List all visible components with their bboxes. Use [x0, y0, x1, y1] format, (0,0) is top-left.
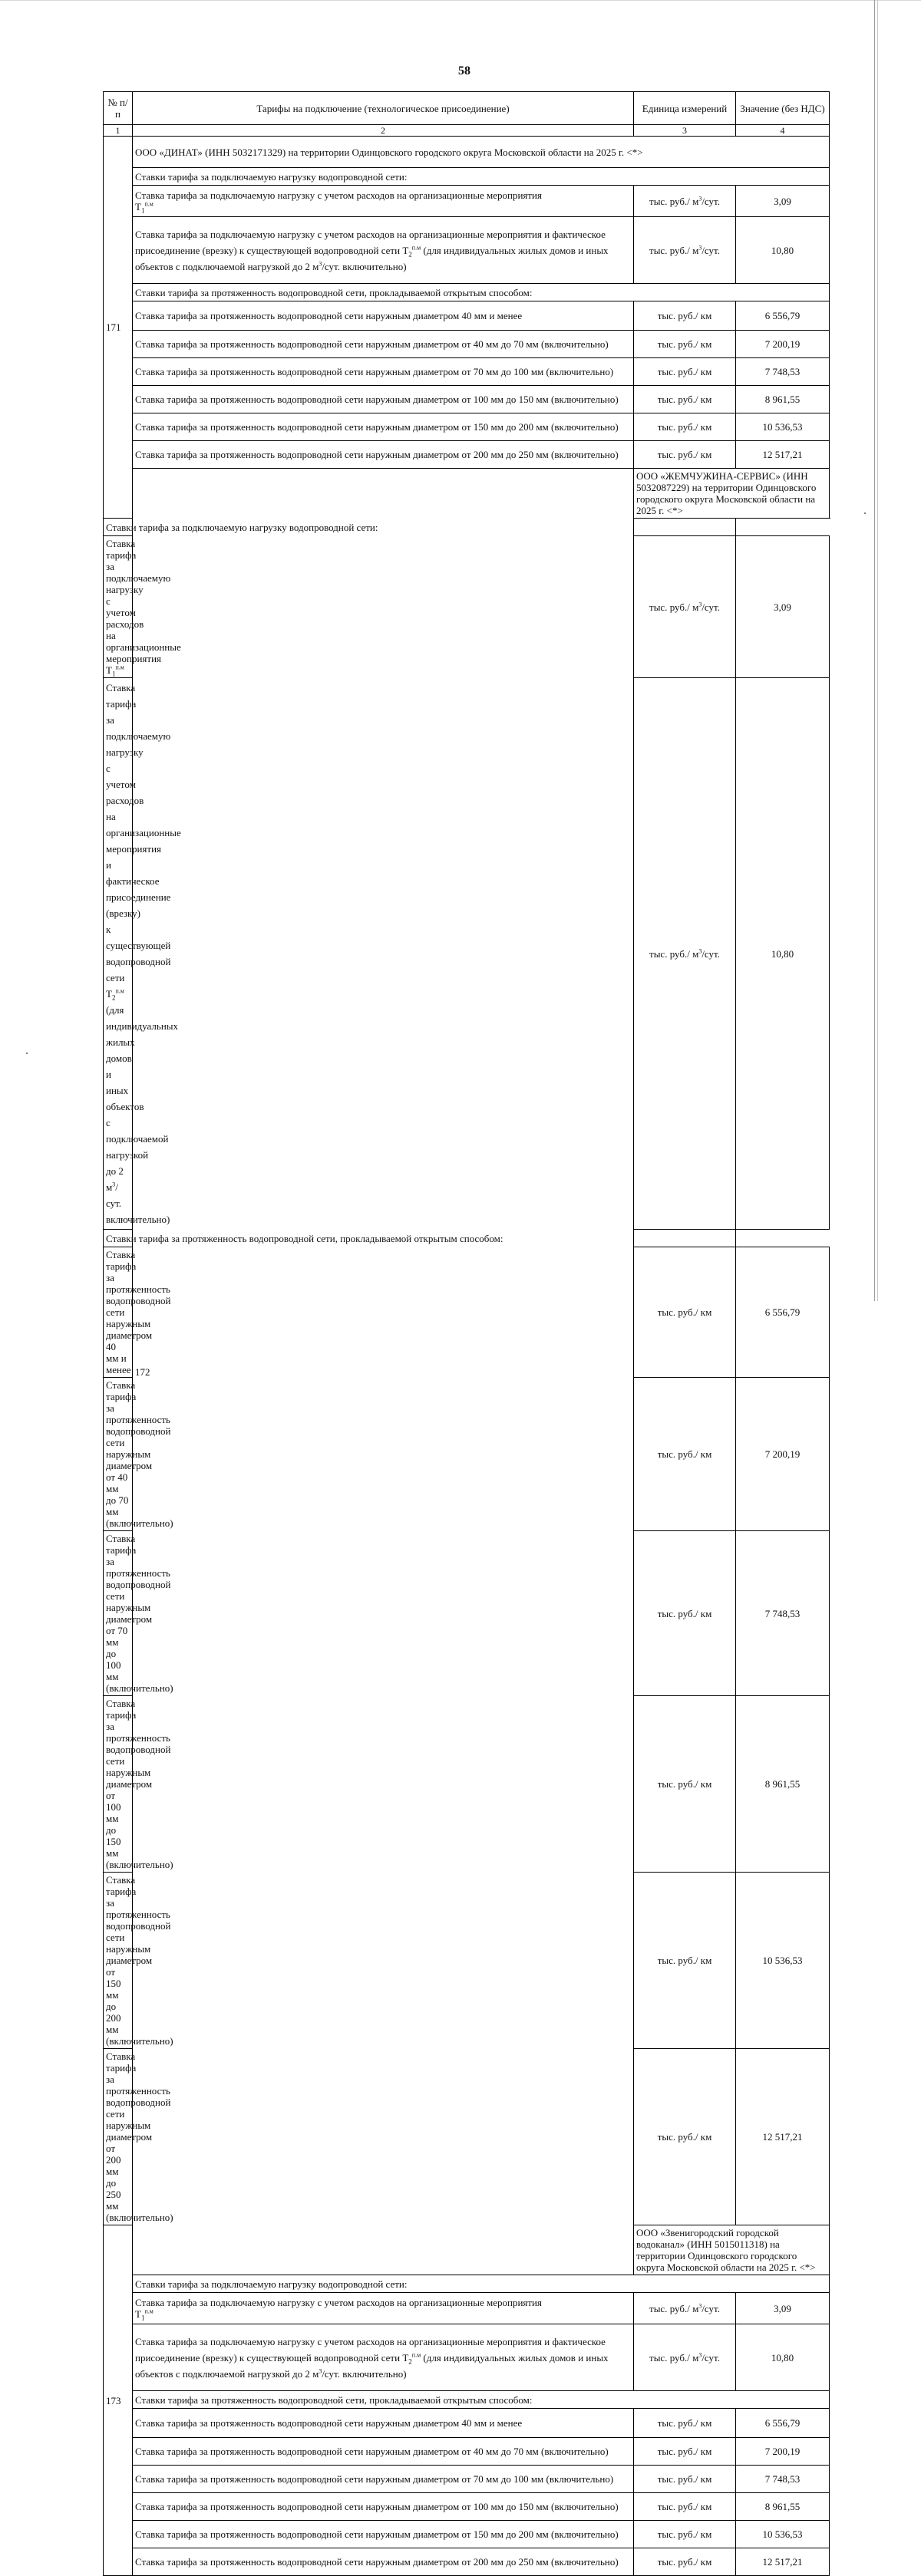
unit-cell — [634, 536, 736, 678]
rate-subscript: 2 — [408, 2357, 412, 2366]
length-description: Ставка тарифа за протяженность водопроводной сети наружным диаметром от 40 мм до 70 мм (включительно) — [133, 331, 634, 358]
value-cell: 12 517,21 — [736, 2548, 830, 2576]
header-title: Тарифы на подключение (технологическое присоединение) — [133, 92, 634, 125]
unit-text: тыс. руб./ м — [649, 947, 699, 960]
unit-cell: тыс. руб./ км — [634, 1247, 736, 1378]
value-cell: 7 748,53 — [736, 1531, 830, 1696]
load-section-row — [104, 168, 830, 186]
scan-speck — [26, 1052, 28, 1054]
unit-text: тыс. руб./ м — [649, 2351, 699, 2364]
unit-superscript: 3 — [698, 947, 702, 955]
value-cell: 10 536,53 — [736, 413, 830, 441]
load-section-row — [104, 519, 830, 536]
cube-superscript: 3 — [112, 1181, 116, 1188]
table-row — [104, 2466, 830, 2493]
unit-cell: тыс. руб./ км — [634, 2521, 736, 2548]
cube-superscript: 3 — [319, 2367, 322, 2375]
length-description: Ставка тарифа за протяженность водопроводной сети наружным диаметром от 150 мм до 200 мм (включительно) — [133, 413, 634, 441]
rate-superscript: п.м — [144, 2308, 154, 2315]
rate-symbol: T — [106, 988, 112, 1000]
rate-description — [104, 678, 181, 1230]
org-number: 173 — [104, 2225, 133, 2576]
org-number: 171 — [104, 137, 133, 519]
rate-description — [133, 217, 634, 284]
unit-cell: тыс. руб./ км — [634, 1873, 736, 2049]
header-num: № п/п — [104, 92, 133, 125]
value-cell: 10,80 — [736, 2324, 830, 2391]
length-description: Ставка тарифа за протяженность водопроводной сети наружным диаметром от 70 мм до 100 мм (включительно) — [133, 2466, 634, 2493]
rate-description — [133, 186, 634, 217]
length-section-label: Ставки тарифа за протяженность водопроводной сети, прокладываемой открытым способом: — [133, 2391, 830, 2409]
scan-top-edge — [0, 0, 921, 1]
cube-superscript: 3 — [319, 260, 322, 268]
table-row — [104, 386, 830, 413]
rate-symbol: T — [106, 664, 112, 676]
load-section-row — [104, 2275, 830, 2293]
unit-text: тыс. руб./ м — [649, 244, 699, 256]
length-description: Ставка тарифа за протяженность водопроводной сети наружным диаметром от 150 мм до 200 мм (включительно) — [133, 2521, 634, 2548]
unit-cell — [634, 2293, 736, 2324]
rate-text: (для индивидуальных жилых домов и иных объектов с подключаемой нагрузкой до 2 м — [135, 244, 609, 272]
unit-cell: тыс. руб./ км — [634, 358, 736, 386]
unit-text: тыс. руб./ м — [649, 601, 699, 613]
table-header-row — [104, 92, 830, 125]
table-row — [104, 2521, 830, 2548]
value-cell: 7 200,19 — [736, 331, 830, 358]
unit-cell: тыс. руб./ км — [634, 386, 736, 413]
value-cell: 8 961,55 — [736, 2493, 830, 2521]
length-description: Ставка тарифа за протяженность водопроводной сети наружным диаметром от 200 мм до 250 мм (включительно) — [133, 441, 634, 469]
unit-cell: тыс. руб./ км — [634, 2466, 736, 2493]
rate-text: Ставка тарифа за подключаемую нагрузку с учетом расходов на организационные мероприятия и фактическое присоединение (врезку) к существующей водопроводной сети — [135, 2335, 606, 2364]
unit-cell: тыс. руб./ км — [634, 413, 736, 441]
scan-speck — [864, 512, 866, 514]
length-section-row — [104, 284, 830, 301]
column-number: 4 — [736, 125, 830, 137]
length-description: Ставка тарифа за протяженность водопроводной сети наружным диаметром от 40 мм до 70 мм (включительно) — [133, 2438, 634, 2466]
load-section-label: Ставки тарифа за подключаемую нагрузку водопроводной сети: — [133, 168, 830, 186]
length-section-row — [104, 2391, 830, 2409]
rate-symbol: T — [135, 201, 141, 212]
length-description: Ставка тарифа за протяженность водопроводной сети наружным диаметром 40 мм и менее — [104, 1247, 133, 1378]
org-title: ООО «ДИНАТ» (ИНН 5032171329) на территории Одинцовского городского округа Московской области на 2025 г. <*> — [133, 137, 830, 168]
rate-text: Ставка тарифа за подключаемую нагрузку с учетом расходов на организационные мероприятия — [135, 189, 542, 201]
value-cell: 3,09 — [736, 536, 830, 678]
value-cell: 7 200,19 — [736, 2438, 830, 2466]
value-cell: 10 536,53 — [736, 1873, 830, 2049]
header-unit: Единица измерений — [634, 92, 736, 125]
unit-cell: тыс. руб./ км — [634, 2409, 736, 2438]
table-row — [104, 331, 830, 358]
unit-cell: тыс. руб./ км — [634, 1378, 736, 1531]
rate-superscript: п.м — [411, 2351, 421, 2359]
table-row — [104, 358, 830, 386]
table-row — [104, 2438, 830, 2466]
table-row — [104, 217, 830, 284]
rate-superscript: п.м — [411, 244, 421, 252]
length-description: Ставка тарифа за протяженность водопроводной сети наружным диаметром от 100 мм до 150 мм (включительно) — [133, 386, 634, 413]
org-number: 172 — [133, 469, 634, 2275]
value-cell: 6 556,79 — [736, 2409, 830, 2438]
table-row — [104, 441, 830, 469]
value-cell: 3,09 — [736, 2293, 830, 2324]
unit-superscript: 3 — [698, 601, 702, 608]
unit-superscript: 3 — [698, 244, 702, 252]
unit-cell: тыс. руб./ км — [634, 2493, 736, 2521]
unit-text-tail: /сут. — [701, 195, 720, 207]
unit-text-tail: /сут. — [701, 2302, 720, 2314]
length-description: Ставка тарифа за протяженность водопроводной сети наружным диаметром от 200 мм до 250 мм (включительно) — [104, 2049, 133, 2225]
length-description: Ставка тарифа за протяженность водопроводной сети наружным диаметром от 100 мм до 150 мм (включительно) — [133, 2493, 634, 2521]
value-cell: 8 961,55 — [736, 1696, 830, 1873]
value-cell: 3,09 — [736, 186, 830, 217]
scan-edge-line — [874, 0, 875, 1301]
org-header-row — [104, 469, 830, 519]
length-description: Ставка тарифа за протяженность водопроводной сети наружным диаметром от 70 мм до 100 мм (включительно) — [133, 358, 634, 386]
rate-subscript: 1 — [111, 670, 116, 678]
tariff-table — [103, 91, 830, 2576]
rate-text: /сут. включительно) — [322, 260, 407, 272]
table-row — [104, 2548, 830, 2576]
rate-text: Ставка тарифа за подключаемую нагрузку с учетом расходов на организационные мероприятия — [106, 538, 181, 664]
value-cell: 10,80 — [736, 678, 830, 1230]
column-number: 2 — [133, 125, 634, 137]
table-row — [104, 2293, 830, 2324]
length-description: Ставка тарифа за протяженность водопроводной сети наружным диаметром от 40 мм до 70 мм (включительно) — [104, 1378, 133, 1531]
length-description: Ставка тарифа за протяженность водопроводной сети наружным диаметром от 200 мм до 250 мм (включительно) — [133, 2548, 634, 2576]
rate-description — [133, 2293, 634, 2324]
unit-cell: тыс. руб./ км — [634, 2438, 736, 2466]
unit-text: тыс. руб./ м — [649, 2302, 699, 2314]
rate-text: /сут. включительно) — [106, 1181, 170, 1225]
unit-superscript: 3 — [698, 2302, 702, 2310]
unit-cell: тыс. руб./ км — [634, 1531, 736, 1696]
rate-subscript: 1 — [140, 2314, 145, 2322]
value-cell: 8 961,55 — [736, 386, 830, 413]
unit-cell: тыс. руб./ км — [634, 441, 736, 469]
load-section-label: Ставки тарифа за подключаемую нагрузку водопроводной сети: — [104, 519, 736, 536]
unit-cell — [634, 217, 736, 284]
unit-text-tail: /сут. — [701, 2351, 720, 2364]
org-title: ООО «Звенигородский городской водоканал» (ИНН 5015011318) на территории Одинцовского городского округа Московской области на 2025 г. <*> — [634, 2225, 830, 2275]
unit-cell: тыс. руб./ км — [634, 1696, 736, 1873]
rate-superscript: п.м — [144, 200, 154, 208]
length-section-row — [104, 1230, 830, 1247]
length-description: Ставка тарифа за протяженность водопроводной сети наружным диаметром от 70 мм до 100 мм (включительно) — [104, 1531, 133, 1696]
rate-text: /сут. включительно) — [322, 2367, 407, 2380]
unit-text-tail: /сут. — [701, 947, 720, 960]
unit-cell — [634, 2324, 736, 2391]
value-cell: 7 748,53 — [736, 2466, 830, 2493]
column-number: 1 — [104, 125, 133, 137]
value-cell: 10 536,53 — [736, 2521, 830, 2548]
value-cell: 6 556,79 — [736, 301, 830, 331]
rate-subscript: 2 — [408, 250, 412, 259]
column-number: 3 — [634, 125, 736, 137]
length-description: Ставка тарифа за протяженность водопроводной сети наружным диаметром 40 мм и менее — [133, 2409, 634, 2438]
value-cell: 10,80 — [736, 217, 830, 284]
rate-subscript: 1 — [140, 206, 145, 215]
unit-text-tail: /сут. — [701, 244, 720, 256]
length-description: Ставка тарифа за протяженность водопроводной сети наружным диаметром от 100 мм до 150 мм (включительно) — [104, 1696, 133, 1873]
rate-description — [104, 536, 181, 678]
scan-edge-line-faint — [877, 0, 878, 1301]
length-description: Ставка тарифа за протяженность водопроводной сети наружным диаметром 40 мм и менее — [133, 301, 634, 331]
length-section-label: Ставки тарифа за протяженность водопроводной сети, прокладываемой открытым способом: — [133, 284, 830, 301]
unit-cell — [634, 678, 736, 1230]
rate-symbol: T — [402, 2351, 409, 2364]
unit-text: тыс. руб./ м — [649, 195, 699, 207]
length-description: Ставка тарифа за протяженность водопроводной сети наружным диаметром от 150 мм до 200 мм (включительно) — [104, 1873, 133, 2049]
rate-text: (для индивидуальных жилых домов и иных объектов с подключаемой нагрузкой до 2 м — [135, 2351, 609, 2380]
unit-superscript: 3 — [698, 2351, 702, 2359]
table-row — [104, 186, 830, 217]
length-section-label: Ставки тарифа за протяженность водопроводной сети, прокладываемой открытым способом: — [104, 1230, 736, 1247]
unit-cell: тыс. руб./ км — [634, 2049, 736, 2225]
column-number-row — [104, 125, 830, 137]
rate-text: Ставка тарифа за подключаемую нагрузку с учетом расходов на организационные мероприятия и фактическое присоединение (врезку) к существующей водопроводной сети — [106, 682, 181, 983]
rate-superscript: п.м — [115, 664, 124, 671]
value-cell: 12 517,21 — [736, 2049, 830, 2225]
value-cell: 6 556,79 — [736, 1247, 830, 1378]
unit-cell: тыс. руб./ км — [634, 2548, 736, 2576]
value-cell: 12 517,21 — [736, 441, 830, 469]
value-cell: 7 748,53 — [736, 358, 830, 386]
unit-cell: тыс. руб./ км — [634, 331, 736, 358]
org-header-row — [104, 137, 830, 168]
table-row — [104, 2324, 830, 2391]
table-row — [104, 301, 830, 331]
org-title: ООО «ЖЕМЧУЖИНА-СЕРВИС» (ИНН 5032087229) на территории Одинцовского городского округа Московской области на 2025 г. <*> — [634, 469, 830, 519]
rate-text: Ставка тарифа за подключаемую нагрузку с учетом расходов на организационные мероприятия — [135, 2297, 542, 2308]
rate-text: Ставка тарифа за подключаемую нагрузку с учетом расходов на организационные мероприятия и фактическое присоединение (врезку) к существующей водопроводной сети — [135, 228, 606, 256]
load-section-label: Ставки тарифа за подключаемую нагрузку водопроводной сети: — [133, 2275, 830, 2293]
table-row — [104, 2493, 830, 2521]
unit-superscript: 3 — [698, 195, 702, 203]
rate-symbol: T — [402, 244, 409, 256]
rate-superscript: п.м — [115, 987, 124, 995]
table-row — [104, 2409, 830, 2438]
rate-symbol: T — [135, 2308, 141, 2320]
page-number: 58 — [458, 64, 470, 77]
header-value: Значение (без НДС) — [736, 92, 830, 125]
table-row — [104, 413, 830, 441]
unit-cell: тыс. руб./ км — [634, 301, 736, 331]
rate-text: (для индивидуальных жилых домов и иных объектов с подключаемой нагрузкой до 2 м — [106, 1004, 179, 1193]
rate-subscript: 2 — [111, 993, 116, 1002]
unit-text-tail: /сут. — [701, 601, 720, 613]
rate-description — [133, 2324, 634, 2391]
unit-cell — [634, 186, 736, 217]
value-cell: 7 200,19 — [736, 1378, 830, 1531]
